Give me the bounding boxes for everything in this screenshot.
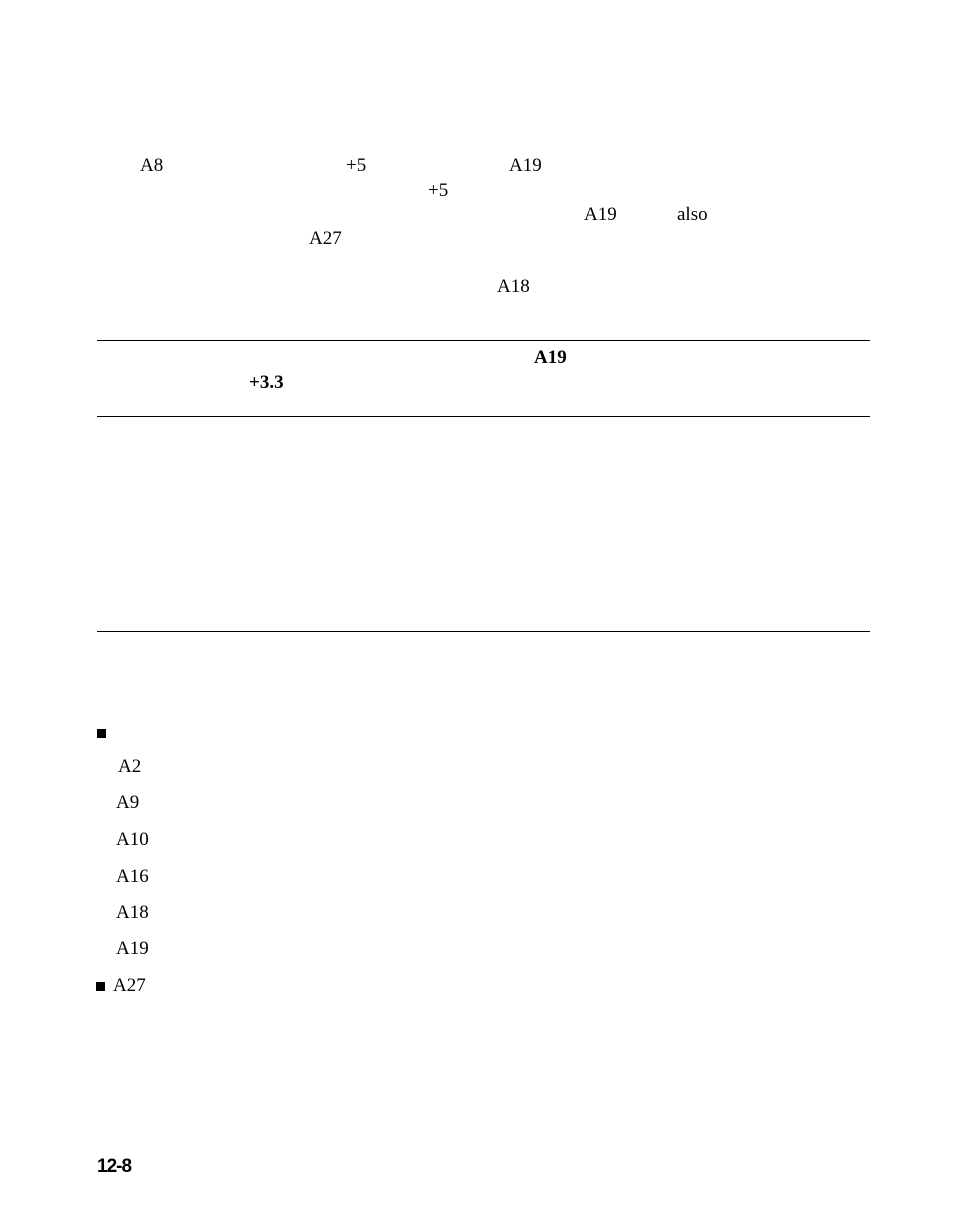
ref-a8: A8 <box>140 155 164 176</box>
ref-a19: A19 <box>584 204 617 225</box>
note-voltage: +3.3 <box>249 372 284 393</box>
note-top-rule <box>97 340 870 341</box>
list-item: A18 <box>116 902 149 923</box>
bullet-square-icon <box>96 982 105 991</box>
note-ref-a19: A19 <box>534 347 567 368</box>
ref-a18: A18 <box>497 276 530 297</box>
list-item: A16 <box>116 866 149 887</box>
list-item: A2 <box>118 756 142 777</box>
list-item: A10 <box>116 829 149 850</box>
section-divider <box>97 631 870 632</box>
list-item: A19 <box>116 938 149 959</box>
ref-a27: A27 <box>309 228 342 249</box>
ref-a19: A19 <box>509 155 542 176</box>
voltage-plus5: +5 <box>346 155 367 176</box>
note-bottom-rule <box>97 416 870 417</box>
bullet-square-icon <box>97 729 106 738</box>
word-also: also <box>677 204 708 225</box>
list-item: A27 <box>113 975 146 996</box>
list-item: A9 <box>116 792 140 813</box>
page-number: 12-8 <box>97 1156 132 1177</box>
voltage-plus5: +5 <box>428 180 449 201</box>
